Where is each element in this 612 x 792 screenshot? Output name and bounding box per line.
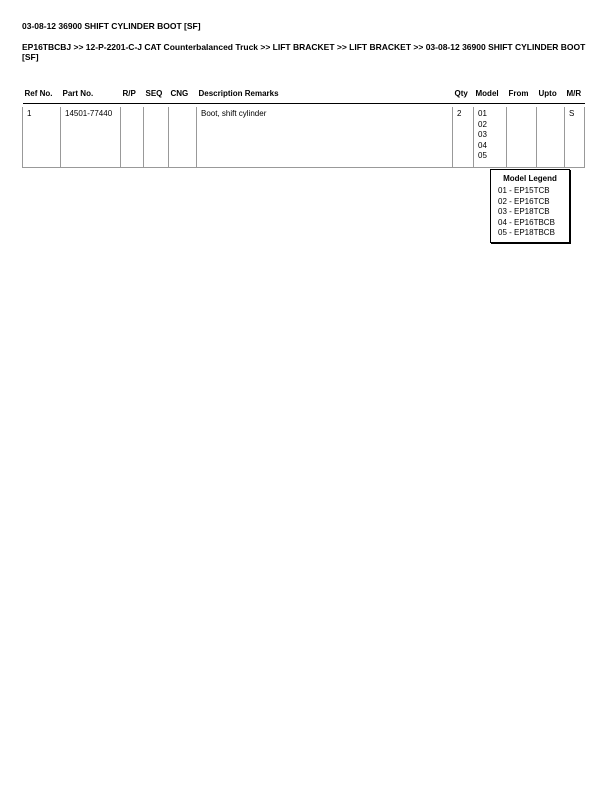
col-header-ref-no: Ref No. <box>23 87 61 104</box>
cell-model <box>474 107 507 168</box>
legend-item: 05 - EP18TBCB <box>498 228 555 237</box>
cell-description: Boot, shift cylinder <box>197 107 453 168</box>
legend-item: 02 - EP16TCB <box>498 196 550 206</box>
col-header-rp: R/P <box>121 87 144 104</box>
cell-rp <box>121 107 144 168</box>
model-legend <box>490 169 570 243</box>
model-code: 01 <box>478 109 487 118</box>
col-header-model: Model <box>474 87 507 104</box>
model-code: 04 <box>478 140 487 150</box>
model-code: 03 <box>478 130 487 139</box>
parts-table <box>22 87 585 168</box>
col-header-seq: SEQ <box>144 87 169 104</box>
cell-mr: S <box>565 107 585 168</box>
col-header-mr: M/R <box>565 87 585 104</box>
breadcrumb: EP16TBCBJ >> 12-P-2201-C-J CAT Counterbalanced Truck >> LIFT BRACKET >> LIFT BRACKET >> 03-08-12 36900 SHIFT CYLINDER BOOT [SF] <box>22 42 586 62</box>
cell-from <box>507 107 537 168</box>
table-header-row <box>23 87 585 104</box>
legend-item: 04 - EP16TBCB <box>498 217 555 227</box>
model-code: 05 <box>478 151 487 160</box>
legend-item: 01 - EP15TCB <box>498 186 550 195</box>
cell-qty: 2 <box>453 107 474 168</box>
cell-cng <box>169 107 197 168</box>
model-legend-title: Model Legend <box>503 174 557 183</box>
table-row <box>23 107 585 168</box>
col-header-upto: Upto <box>537 87 565 104</box>
col-header-part-no: Part No. <box>61 87 121 104</box>
legend-item: 03 - EP18TCB <box>498 207 550 216</box>
col-header-description: Description Remarks <box>197 87 453 104</box>
cell-seq <box>144 107 169 168</box>
col-header-cng: CNG <box>169 87 197 104</box>
cell-upto <box>537 107 565 168</box>
col-header-from: From <box>507 87 537 104</box>
cell-ref-no: 1 <box>23 107 61 168</box>
col-header-qty: Qty <box>453 87 474 104</box>
model-code: 02 <box>478 119 487 129</box>
cell-part-no: 14501-77440 <box>61 107 121 168</box>
page-title: 03-08-12 36900 SHIFT CYLINDER BOOT [SF] <box>22 21 201 31</box>
